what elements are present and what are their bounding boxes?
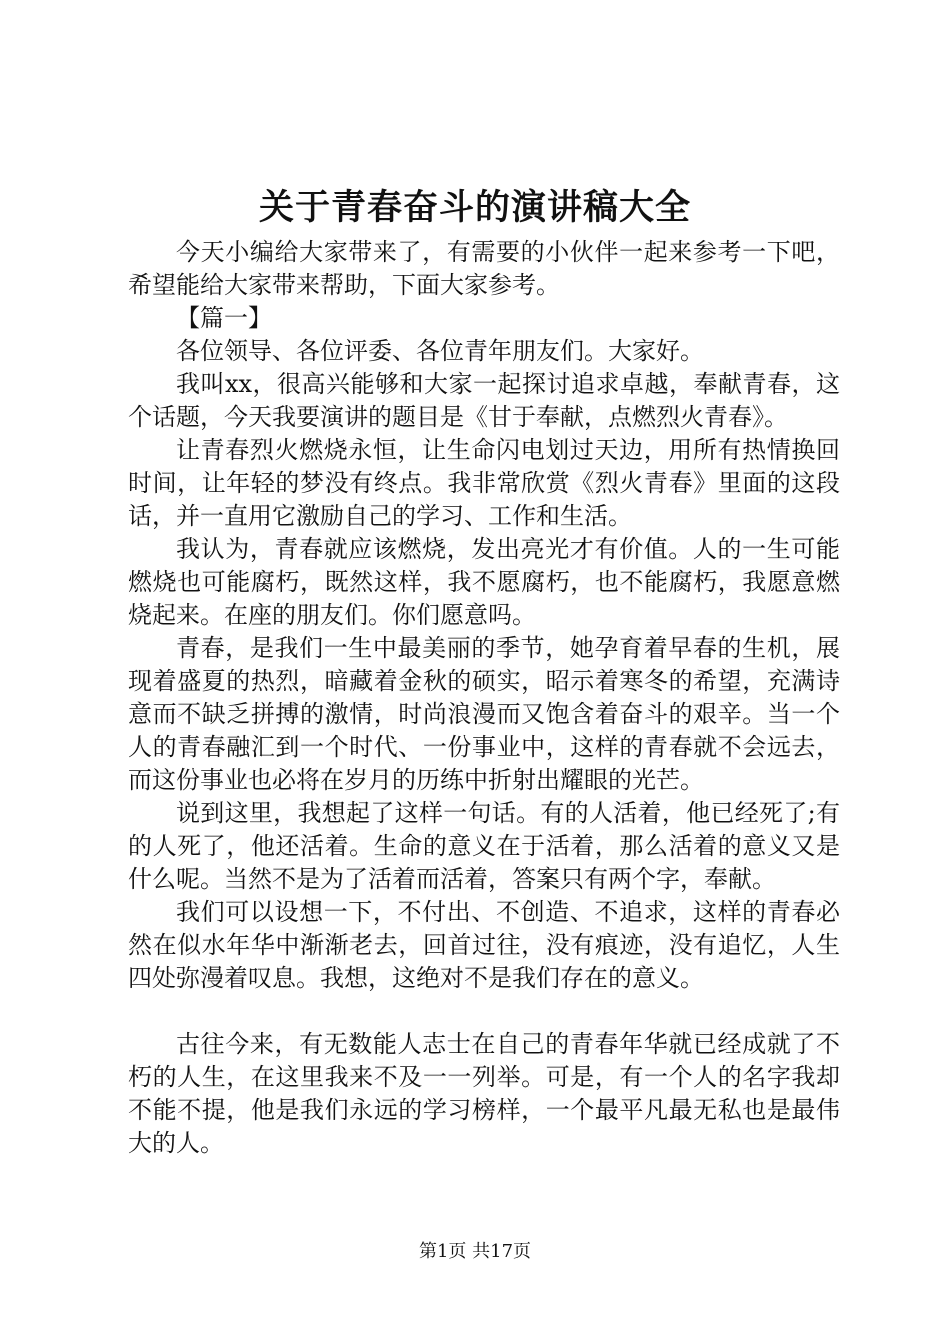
- section-heading: 【篇一】: [176, 304, 272, 332]
- paragraph: 我叫xx，很高兴能够和大家一起探讨追求卓越，奉献青春，这个话题，今天我要演讲的题目是《甘于奉献，点燃烈火青春》。: [128, 370, 840, 431]
- paragraph: 青春，是我们一生中最美丽的季节，她孕育着早春的生机，展现着盛夏的热烈，暗藏着金秋的硕实，昭示着寒冬的希望，充满诗意而不缺乏拼搏的激情，时尚浪漫而又饱含着奋斗的艰辛。当一个人的青春融汇到一个时代、一份事业中，这样的青春就不会远去，而这份事业也必将在岁月的历练中折射出耀眼的光芒。: [128, 634, 840, 794]
- paragraph-greeting: 各位领导、各位评委、各位青年朋友们。大家好。: [176, 337, 704, 365]
- document-title: 关于青春奋斗的演讲稿大全: [258, 187, 691, 228]
- paragraph: 说到这里，我想起了这样一句话。有的人活着，他已经死了;有的人死了，他还活着。生命的意义在于活着，那么活着的意义又是什么呢。当然不是为了活着而活着，答案只有两个字，奉献。: [128, 799, 840, 893]
- paragraph: 我认为，青春就应该燃烧，发出亮光才有价值。人的一生可能燃烧也可能腐朽，既然这样，我不愿腐朽，也不能腐朽，我愿意燃烧起来。在座的朋友们。你们愿意吗。: [128, 535, 840, 629]
- paragraph: 古往今来，有无数能人志士在自己的青春年华就已经成就了不朽的人生，在这里我来不及一一列举。可是，有一个人的名字我却不能不提，他是我们永远的学习榜样，一个最平凡最无私也是最伟大的人。: [128, 1030, 840, 1157]
- paragraph: 我们可以设想一下，不付出、不创造、不追求，这样的青春必然在似水年华中渐渐老去，回首过往，没有痕迹，没有追忆，人生四处弥漫着叹息。我想，这绝对不是我们存在的意义。: [128, 898, 840, 992]
- paragraph-intro: 今天小编给大家带来了，有需要的小伙伴一起来参考一下吧，希望能给大家带来帮助，下面大家参考。: [128, 238, 840, 299]
- document-body: [128, 236, 840, 1160]
- page-number-footer: 第1页 共17页: [418, 1241, 532, 1262]
- paragraph: 让青春烈火燃烧永恒，让生命闪电划过天边，用所有热情换回时间，让年轻的梦没有终点。我非常欣赏《烈火青春》里面的这段话，并一直用它激励自己的学习、工作和生活。: [128, 436, 840, 530]
